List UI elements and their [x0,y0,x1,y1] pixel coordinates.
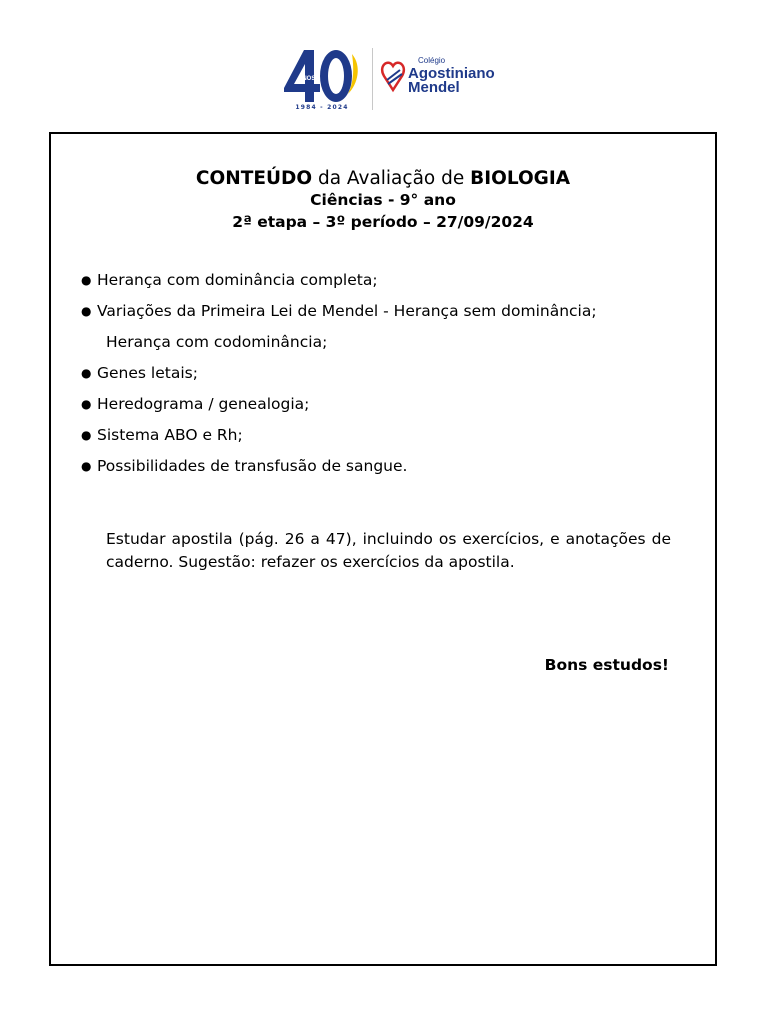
bullet-icon: ● [81,304,92,318]
school-name-line1: Agostiniano [408,65,495,82]
list-item [81,300,701,331]
list-item-continuation [81,331,701,362]
topic-text: Genes letais; [97,364,198,382]
document-title [51,168,715,189]
bullet-icon: ● [81,273,92,287]
topic-text: Variações da Primeira Lei de Mendel - Herança sem dominância; [97,302,597,320]
title-bold-part-2: BIOLOGIA [470,168,571,189]
colegio-label: Colégio [418,56,446,65]
list-item [81,393,701,424]
bullet-icon: ● [81,397,92,411]
bullet-icon: ● [81,366,92,380]
topic-text: Possibilidades de transfusão de sangue. [97,457,408,475]
school-name-line2: Mendel [408,79,460,96]
subtitle-period: 2ª etapa – 3º período – 27/09/2024 [232,213,534,231]
title-bold-part-1: CONTEÚDO [195,168,313,189]
logo-divider [372,48,373,110]
subtitle-grade: Ciências - 9° ano [310,191,456,209]
anos-label: ANOS [298,76,316,82]
signoff: Bons estudos! [544,656,669,674]
title-regular-part: da Avaliação de [312,168,471,189]
topic-text: Sistema ABO e Rh; [97,426,243,444]
list-item [81,455,701,486]
list-item [81,269,701,300]
colegio-agostiniano-mendel-logo [378,54,520,100]
topic-text: Herança com dominância completa; [97,271,378,289]
study-instructions: Estudar apostila (pág. 26 a 47), incluindo os exercícios, e anotações de caderno. Sugestão: refazer os exercícios da apostila. [106,530,671,571]
content-frame [49,132,717,966]
header-logos [270,40,520,118]
list-item [81,424,701,455]
years-caption: 1984 - 2024 [295,104,349,111]
bullet-icon: ● [81,459,92,473]
topic-list [81,269,701,486]
bullet-icon: ● [81,428,92,442]
list-item [81,362,701,393]
topic-text: Herança com codominância; [106,333,328,351]
topic-text: Heredograma / genealogia; [97,395,310,413]
